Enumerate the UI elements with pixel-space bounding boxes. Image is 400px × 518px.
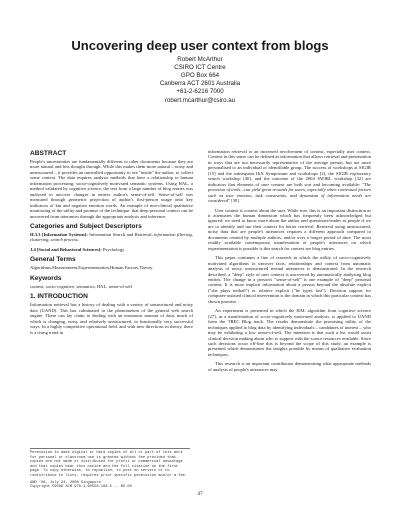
category-entry: [30, 247, 193, 252]
copyright-line: Copyright ©2008 ACM 978-1-60558-196-5... $5.00: [30, 485, 132, 490]
categories-heading: Categories and Subject Descriptors: [30, 222, 142, 230]
category-code: H.3.3 [Information Systems]:: [30, 231, 88, 237]
affiliation-line: +61-2-6216 7000: [176, 87, 224, 95]
body-text: information retrieval to an increased involvement of context, especially user context. Context in this sense can be defined as information that allows retrieval and presentation in ways that are not necessarily representative of the average person, but are more personalised to an individual or identifiable group. The success of workshops at SIGIR [15] and the subsequent IIiX Symposium and workshops [2], the SIGIR exploratory search workshop [40], and the outcome of the 2004 SWIRL workshop [32] are indicators that elements of user context are both sort and becoming available:: [208, 149, 371, 187]
author-block: [0, 56, 400, 104]
author-email: robert.mcarthur@csiro.au: [164, 96, 236, 104]
keywords-heading: Keywords: [30, 274, 62, 282]
category-text: Psychology: [101, 246, 125, 252]
permission-text: Permission to make digital or hard copies of all or part of this work for personal or classroom use is granted without fee provided that copies are not made or distributed for profit or commercial advantage and that copies bear this notice and the full citation on the first page. To copy otherwise, to republish, to post on servers or to redistribute to lists, requires prior specific permission and/or a fee.: [30, 451, 188, 478]
right-column: [208, 149, 371, 376]
body-paragraph: An experiment is presented in which the HAL algorithm from cognitive science [27], as a manifestation of socio-cognitively motivated analysis, is applied to UAND from the TREC Blog track. The results demonstrate the promising utility of the techniques applied to blog data by identifying individuals – candidates of interest – who may be exhibiting a low sense-of-self. The intention is that such a list would assist clinical decision making about who to support with the scarce resources available. Since such decisions occur off-line this is beyond the scope of this study, an example is presented which demonstrates the insights possible by means of qualitative evaluation techniques.: [208, 308, 371, 357]
affiliation-line: CSIRO ICT Centre: [174, 63, 226, 71]
venue-line: AND '08, July 24, 2008 Singapore: [30, 480, 101, 485]
general-terms-text: Algorithms,Measurement,Experimentation,Human Factors,Theory: [30, 265, 153, 271]
citation-text: [39].: [229, 198, 240, 204]
category-code: J.4 [Social and Behavioral Sciences]:: [30, 246, 102, 252]
affiliation-line: Canberra ACT 2601 Australia: [159, 79, 241, 87]
body-paragraph: User context is context about the user. While true, this is an important distinction as it attenuates the human dimension which has frequently been acknowledged but ignored: we need to know more about the author and questioner/reader as people if we are to identify and use their context for better retrieval. Retrieval using unstructured, noisy data that are people's utterances requires a different approach compared to documents created by multiple authors, and/or over a longer period of time. The most readily available contemporary manifestation of people's utterances on which experimentation is possible is this search for context are blog entries.: [208, 207, 371, 251]
body-paragraph: This paper continues a line of research in which the utility of socio-cognitively motivated algorithms to uncover facts, relationships and context from automatic analysis of noisy, unstructured textual utterances is demonstrated. In the research described, a "deep" style of user context is uncovered by automatically analyzing blog entries. The change in a person's "sense-of-self" is one example of "deep" personal context. It is more implicit information about a person beyond the absolute explicit ("she plays netball") or relative explicit ("he types fast"). Decision support for computer-assisted clinical intervention is the domain in which this particular context has shown promise.: [208, 255, 371, 304]
body-paragraph: [208, 149, 371, 204]
quote-text: "The provision of tools...can yield great rewards for users, especially when contextual factors such as user emotion, task constraints, and dynamism of information needs are considered": [208, 181, 371, 204]
author-name: Robert McArthur: [177, 56, 223, 63]
introduction-heading: 1. INTRODUCTION: [30, 293, 88, 301]
category-text: Information Search and Retrieval–: [87, 231, 154, 237]
left-column: [30, 150, 193, 339]
introduction-text: Information retrieval has a history of dealing with a variety of unstructured and noisy data (UAND). This has culminated in the phenomenon of the general web search engine. These can lay claim to dealing with an enormous amount of data, much of which is changing, noisy and relatively unstructured, in functionally very successful ways. In a highly competitive operational field, and with new directions in theory, there is a rising trend in: [30, 302, 193, 335]
category-entry: [30, 232, 193, 243]
body-paragraph: This research is an important contribution demonstrating what appropriate methods of analysis of people's utterances may: [208, 361, 371, 372]
general-terms-heading: General Terms: [30, 256, 76, 264]
page-number: 47: [197, 491, 203, 497]
copyright-notice: [30, 448, 190, 490]
paper-title: Uncovering deep user context from blogs: [71, 38, 329, 53]
abstract-heading: ABSTRACT: [30, 150, 67, 157]
abstract-text: People's uncertainties are fundamentally different to other documents because they are more natural and less thought through. While this makes them more natural – noisy and unstructured – it provides an unrivalled opportunity to see "inside" the author, to collect some context. The data requires analysis methods that have a relationship to human information processing: socio-cognitively motivated semantic systems. Using HAL, a method validated by cognitive science, the text from a large number of blog entries was analysed to uncover changes in entries author's sense-of-self. Sense-of-self was measured through geometric projection of author's first-person usage onto key indicators of kin and negative emotion words. An example of non-clinical qualitative monitoring of the utility and promise of the technique: that deep personal context can be uncovered from utterances through the appropriate analysis and inference.: [30, 159, 193, 219]
keywords-text: context, socio-cognitive, semantics, HAL, sense-of-self: [30, 283, 133, 289]
category-italic: information filtering, clustering, search process.: [30, 231, 193, 243]
affiliation-line: GPO Box 664: [180, 71, 220, 79]
